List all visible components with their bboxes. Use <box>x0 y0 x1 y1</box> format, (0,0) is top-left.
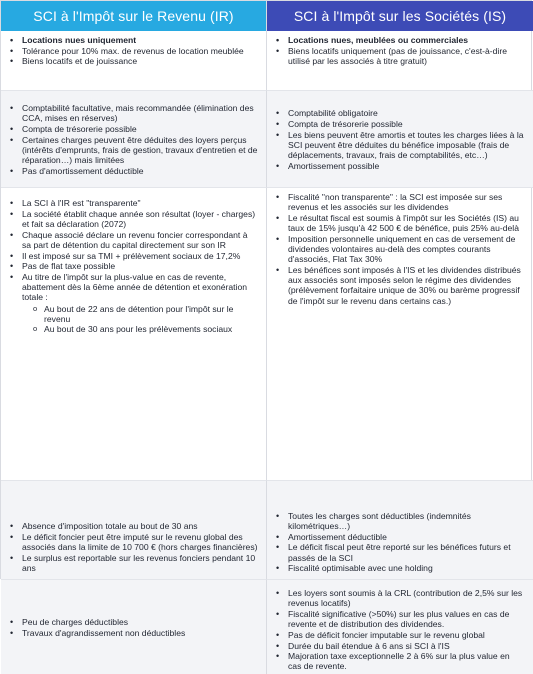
list-r1-is <box>275 35 525 66</box>
list-item: • Pas de flat taxe possible <box>22 261 258 271</box>
cell-r2-ir <box>1 91 267 188</box>
list-item: • Le déficit fiscal peut être reporté sur les bénéfices futurs et passés de la SCI <box>288 542 525 562</box>
list-r5-ir <box>9 617 185 638</box>
list-item <box>22 272 258 335</box>
list-r2-ir <box>9 103 258 176</box>
cell-r1-ir <box>1 31 267 91</box>
list-item: • Les biens peuvent être amortis et toutes les charges liées à la SCI peuvent être déduites du bénéfice imposable (frais de déplacements, travaux, frais de comptabilités, etc…) <box>288 130 525 161</box>
list-r3-ir <box>9 198 258 335</box>
list-item: • Durée du bail étendue à 6 ans si SCI à l'IS <box>288 641 525 651</box>
list-item: • Chaque associé déclare un revenu foncier correspondant à sa part de détention du capital directement sur son IR <box>22 230 258 250</box>
list-item: • Amortissement possible <box>288 161 525 171</box>
list-item: • Locations nues uniquement <box>22 35 258 45</box>
list-r4-ir <box>9 521 258 574</box>
list-item: • Toutes les charges sont déductibles (indemnités kilométriques…) <box>288 511 525 531</box>
list-item: • Imposition personnelle uniquement en cas de versement de dividendes volontaires au-delà des comptes courants d'associés, Flat Tax 30% <box>288 234 525 265</box>
list-item: • Amortissement déductible <box>288 532 525 542</box>
cell-r3-ir <box>1 188 267 481</box>
list-item: • Compta de trésorerie possible <box>288 119 525 129</box>
list-item: • Compta de trésorerie possible <box>22 124 258 134</box>
cell-r5-ir <box>1 580 267 674</box>
cell-r1-is <box>267 31 533 91</box>
list-item: • Locations nues, meublées ou commerciales <box>288 35 525 45</box>
list-item: • Fiscalité "non transparente" : la SCI est imposée sur ses revenus et les associés sur les dividendes <box>288 192 525 212</box>
list-item: • Les bénéfices sont imposés à l'IS et les dividendes distribués aux associés sont imposés selon le régime des dividendes (prélèvement forfaitaire unique de 30% ou barème progressif de l'impôt sur le revenu dans certains cas.) <box>288 265 525 306</box>
sub-list-item: o Au bout de 30 ans pour les prélèvements sociaux <box>44 324 258 334</box>
list-item: • Il est imposé sur sa TMI + prélèvement sociaux de 17,2% <box>22 251 258 261</box>
sublist-r3-ir <box>22 304 258 335</box>
list-item: • Travaux d'agrandissement non déductibles <box>22 628 185 638</box>
list-item: • Le déficit foncier peut être imputé sur le revenu global des associés dans la limite de 10 700 € (hors charges financières) <box>22 532 258 552</box>
sub-list-item: o Au bout de 22 ans de détention pour l'impôt sur le revenu <box>44 304 258 324</box>
list-item: • Comptabilité obligatoire <box>288 108 525 118</box>
cell-r3-is <box>267 188 533 481</box>
list-item: • La SCI à l'IR est "transparente" <box>22 198 258 208</box>
list-item: • Pas de déficit foncier imputable sur le revenu global <box>288 630 525 640</box>
list-item: • Le résultat fiscal est soumis à l'impôt sur les Sociétés (IS) au taux de 15% jusqu'à 42 500 € de bénéfice, puis 25% au-delà <box>288 213 525 233</box>
list-r2-is <box>275 108 525 171</box>
list-r3-is <box>275 192 525 306</box>
cell-r2-is <box>267 91 533 188</box>
list-item: • Biens locatifs et de jouissance <box>22 56 258 66</box>
list-item: • Absence d'imposition totale au bout de 30 ans <box>22 521 258 531</box>
list-item: • Certaines charges peuvent être déduites des loyers perçus (intérêts d'emprunts, frais de gestion, travaux d'entretien et de réparation…) mais limitées <box>22 135 258 166</box>
cell-r5-is <box>267 580 533 674</box>
list-item-text: Au titre de l'impôt sur la plus-value en cas de revente, abattement dès la 6ème année de détention et exonération totale : <box>22 271 248 303</box>
list-item: • Tolérance pour 10% max. de revenus de location meublée <box>22 46 258 56</box>
list-item: • Biens locatifs uniquement (pas de jouissance, c'est-à-dire utilisé par les associés à titre gratuit) <box>288 46 525 66</box>
list-item: • Pas d'amortissement déductible <box>22 166 258 176</box>
header-is: SCI à l'Impôt sur les Sociétés (IS) <box>267 1 533 31</box>
list-item: • Fiscalité optimisable avec une holding <box>288 563 525 573</box>
list-r4-is <box>275 511 525 574</box>
list-item: • Le surplus est reportable sur les revenus fonciers pendant 10 ans <box>22 553 258 573</box>
list-item: • La société établit chaque année son résultat (loyer - charges) et fait sa déclaration (2072) <box>22 209 258 229</box>
list-item: • Majoration taxe exceptionnelle 2 à 6% sur la plus value en cas de revente. <box>288 651 525 671</box>
cell-r4-is <box>267 481 533 580</box>
header-ir: SCI à l'Impôt sur le Revenu (IR) <box>1 1 267 31</box>
list-item: • Fiscalité significative (>50%) sur les plus values en cas de revente et de distribution des dividendes. <box>288 609 525 629</box>
list-item: • Comptabilité facultative, mais recommandée (élimination des CCA, mises en réserves) <box>22 103 258 123</box>
list-r1-ir <box>9 35 258 67</box>
list-r5-is <box>275 588 525 672</box>
list-item: • Peu de charges déductibles <box>22 617 185 627</box>
cell-r4-ir <box>1 481 267 580</box>
list-item: • Les loyers sont soumis à la CRL (contribution de 2,5% sur les revenus locatifs) <box>288 588 525 608</box>
